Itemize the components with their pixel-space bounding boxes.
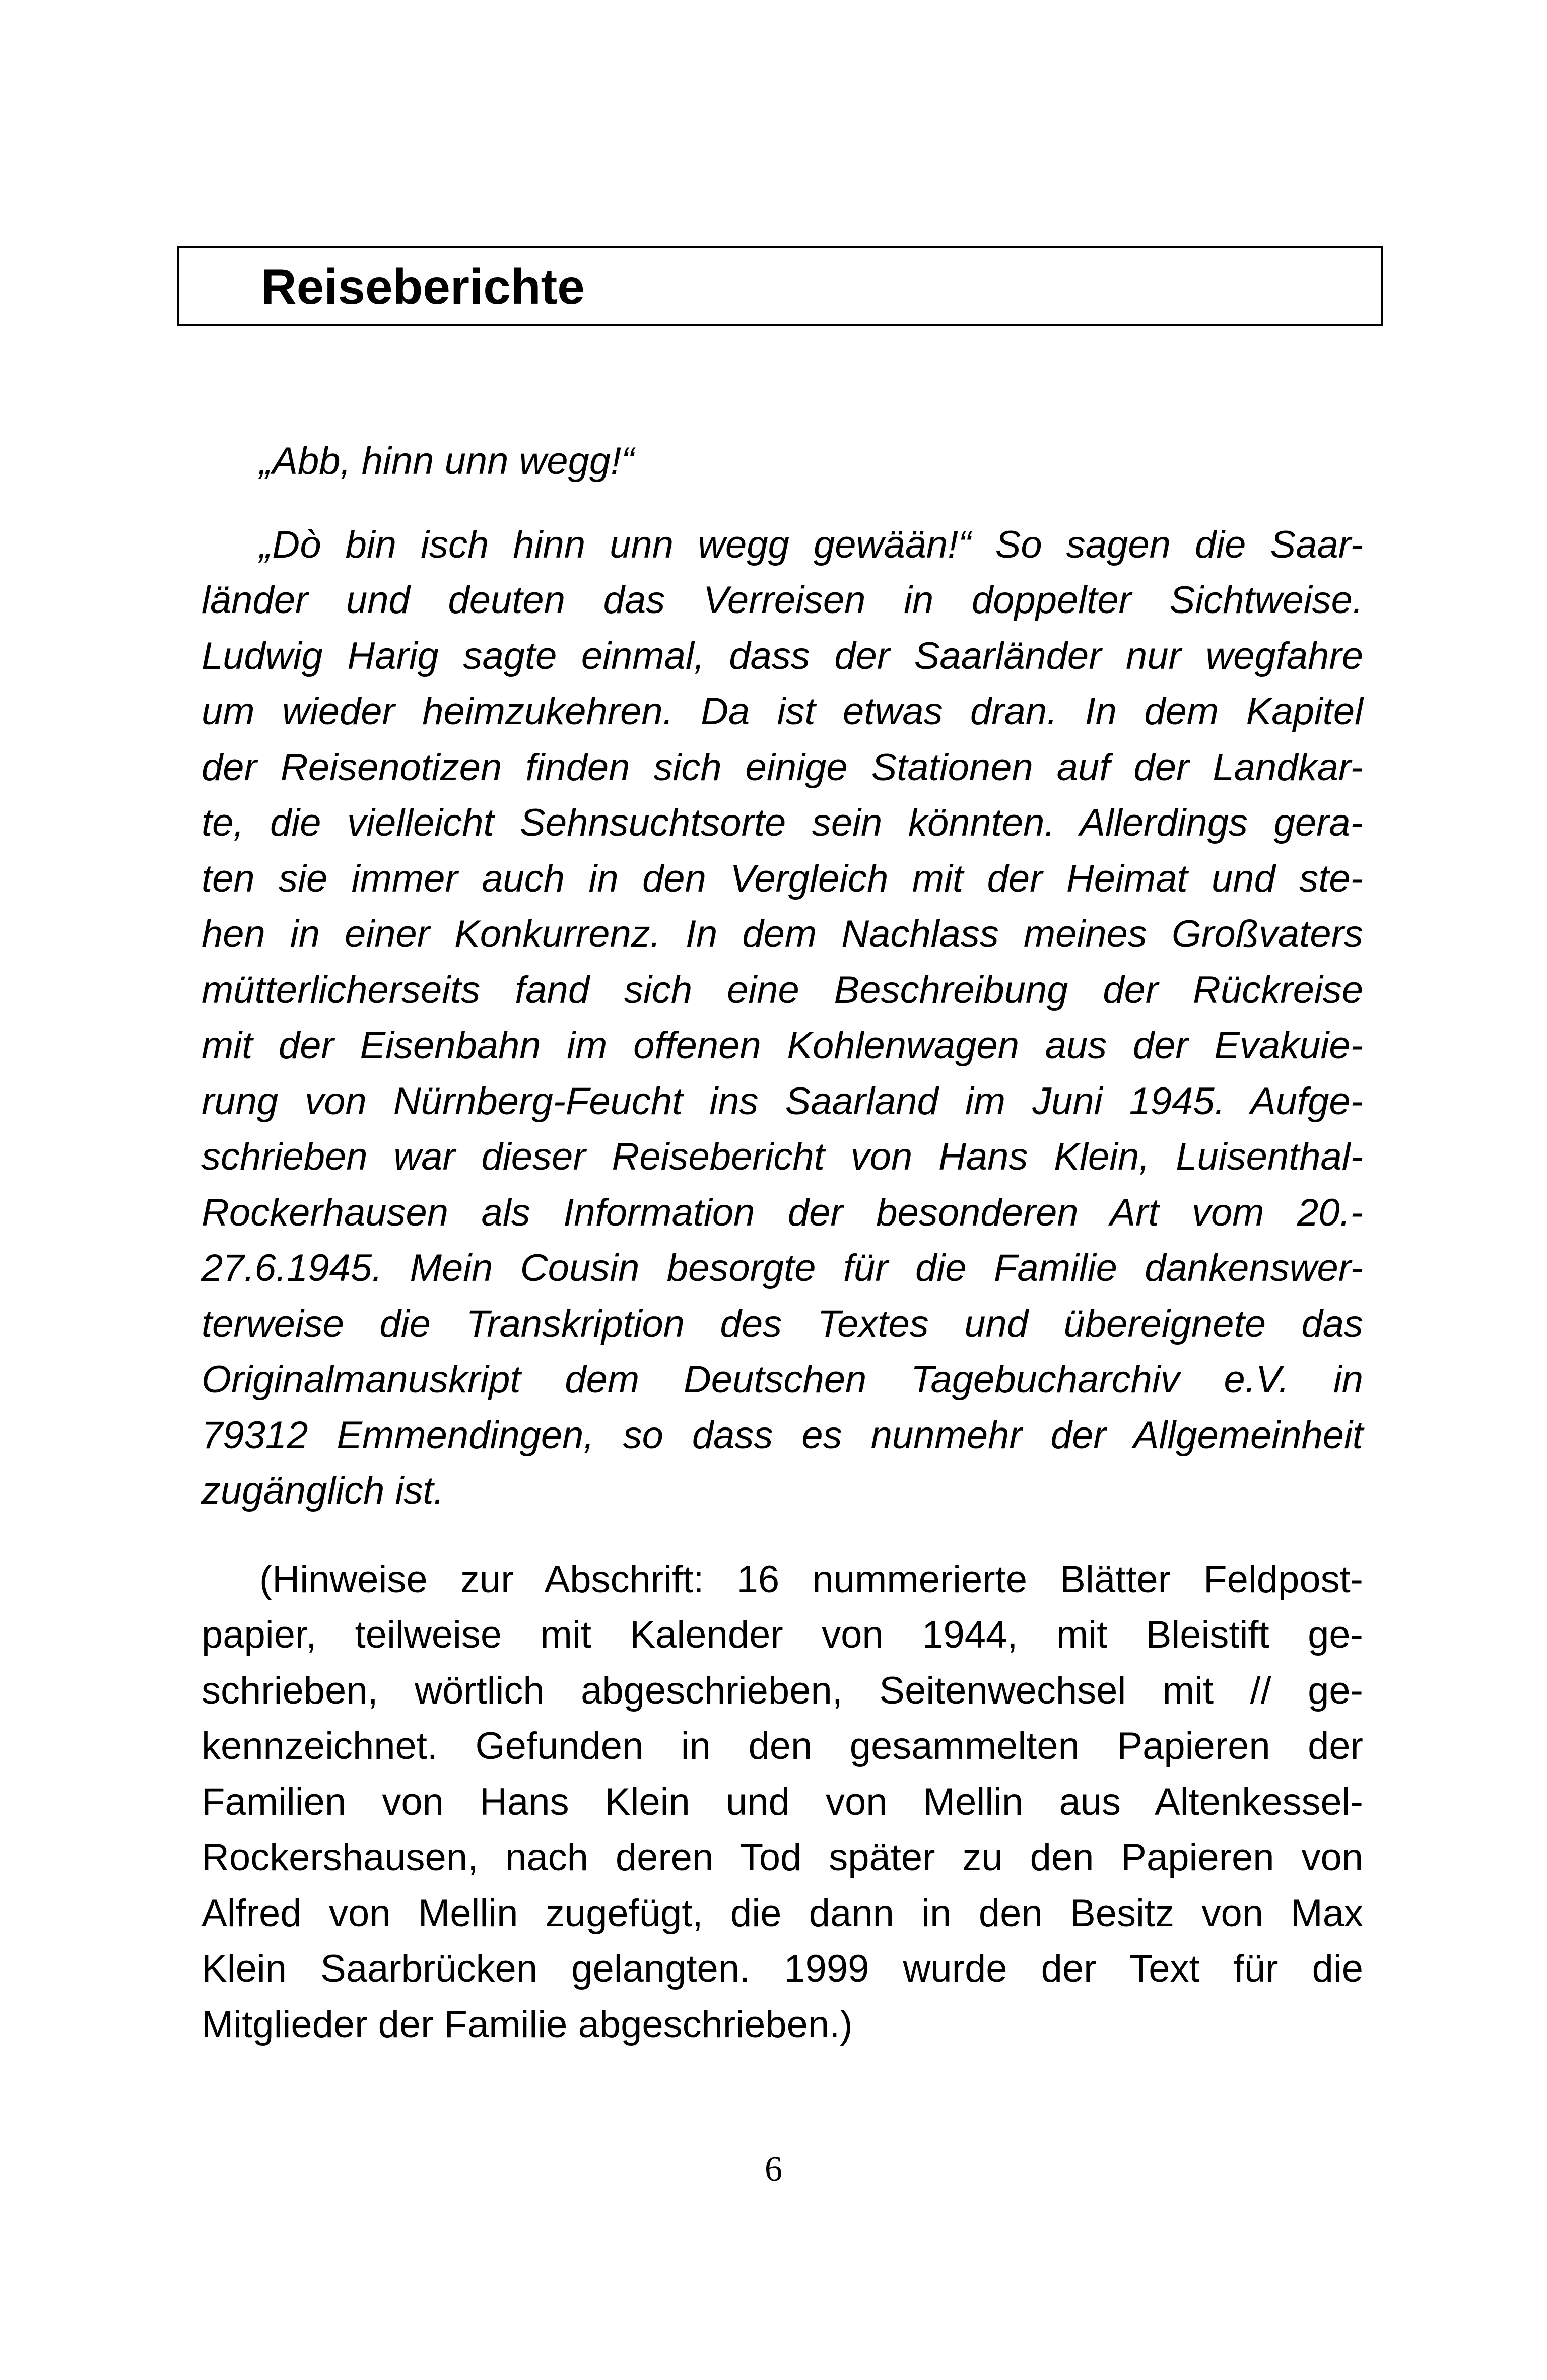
page-number: 6 xyxy=(765,2150,782,2189)
text-line: länder und deuten das Verreisen in doppelter Sichtweise. xyxy=(201,579,1363,622)
text-line: schrieben, wörtlich abgeschrieben, Seitenwechsel mit // ge- xyxy=(201,1669,1363,1712)
text-line: Rockershausen, nach deren Tod später zu den Papieren von xyxy=(201,1836,1363,1879)
text-line: schrieben war dieser Reisebericht von Hans Klein, Luisenthal- xyxy=(201,1135,1363,1178)
text-line: mütterlicherseits fand sich eine Beschreibung der Rückreise xyxy=(201,969,1363,1011)
text-line: „Dò bin isch hinn unn wegg gewään!“ So sagen die Saar- xyxy=(259,523,1363,566)
text-line: Mitglieder der Familie abgeschrieben.) xyxy=(201,2003,853,2046)
text-line: hen in einer Konkurrenz. In dem Nachlass meines Großvaters xyxy=(201,913,1363,956)
text-line: te, die vielleicht Sehnsuchtsorte sein könnten. Allerdings gera- xyxy=(201,801,1363,844)
text-line: mit der Eisenbahn im offenen Kohlenwagen aus der Evakuie- xyxy=(201,1024,1363,1067)
section-subtitle: „Abb, hinn unn wegg!“ xyxy=(259,440,634,483)
chapter-heading: Reiseberichte xyxy=(261,259,585,314)
text-line: papier, teilweise mit Kalender von 1944, mit Bleistift ge- xyxy=(201,1613,1363,1656)
text-line: rung von Nürnberg-Feucht ins Saarland im Juni 1945. Aufge- xyxy=(201,1080,1363,1123)
text-line: 79312 Emmendingen, so dass es nunmehr der Allgemeinheit xyxy=(201,1414,1363,1457)
text-line: Rockerhausen als Information der besonderen Art vom 20.- xyxy=(201,1191,1363,1234)
text-line: zugänglich ist. xyxy=(201,1469,444,1512)
text-line: Familien von Hans Klein und von Mellin aus Altenkessel- xyxy=(201,1781,1363,1823)
text-line: Alfred von Mellin zugefügt, die dann in den Besitz von Max xyxy=(201,1892,1363,1935)
text-line: der Reisenotizen finden sich einige Stationen auf der Landkar- xyxy=(201,746,1363,789)
text-line: kennzeichnet. Gefunden in den gesammelten Papieren der xyxy=(201,1725,1363,1767)
text-line: Ludwig Harig sagte einmal, dass der Saarländer nur wegfahre xyxy=(201,635,1363,677)
text-line: Klein Saarbrücken gelangten. 1999 wurde der Text für die xyxy=(201,1947,1363,1990)
text-line: 27.6.1945. Mein Cousin besorgte für die Familie dankenswer- xyxy=(201,1247,1363,1289)
text-line: Originalmanuskript dem Deutschen Tagebucharchiv e.V. in xyxy=(201,1358,1363,1401)
text-line: (Hinweise zur Abschrift: 16 nummerierte Blätter Feldpost- xyxy=(259,1558,1363,1601)
text-line: terweise die Transkription des Textes und übereignete das xyxy=(201,1303,1363,1345)
chapter-heading-box xyxy=(177,246,1383,326)
text-line: ten sie immer auch in den Vergleich mit der Heimat und ste- xyxy=(201,857,1363,900)
text-line: um wieder heimzukehren. Da ist etwas dran. In dem Kapitel xyxy=(201,690,1363,733)
